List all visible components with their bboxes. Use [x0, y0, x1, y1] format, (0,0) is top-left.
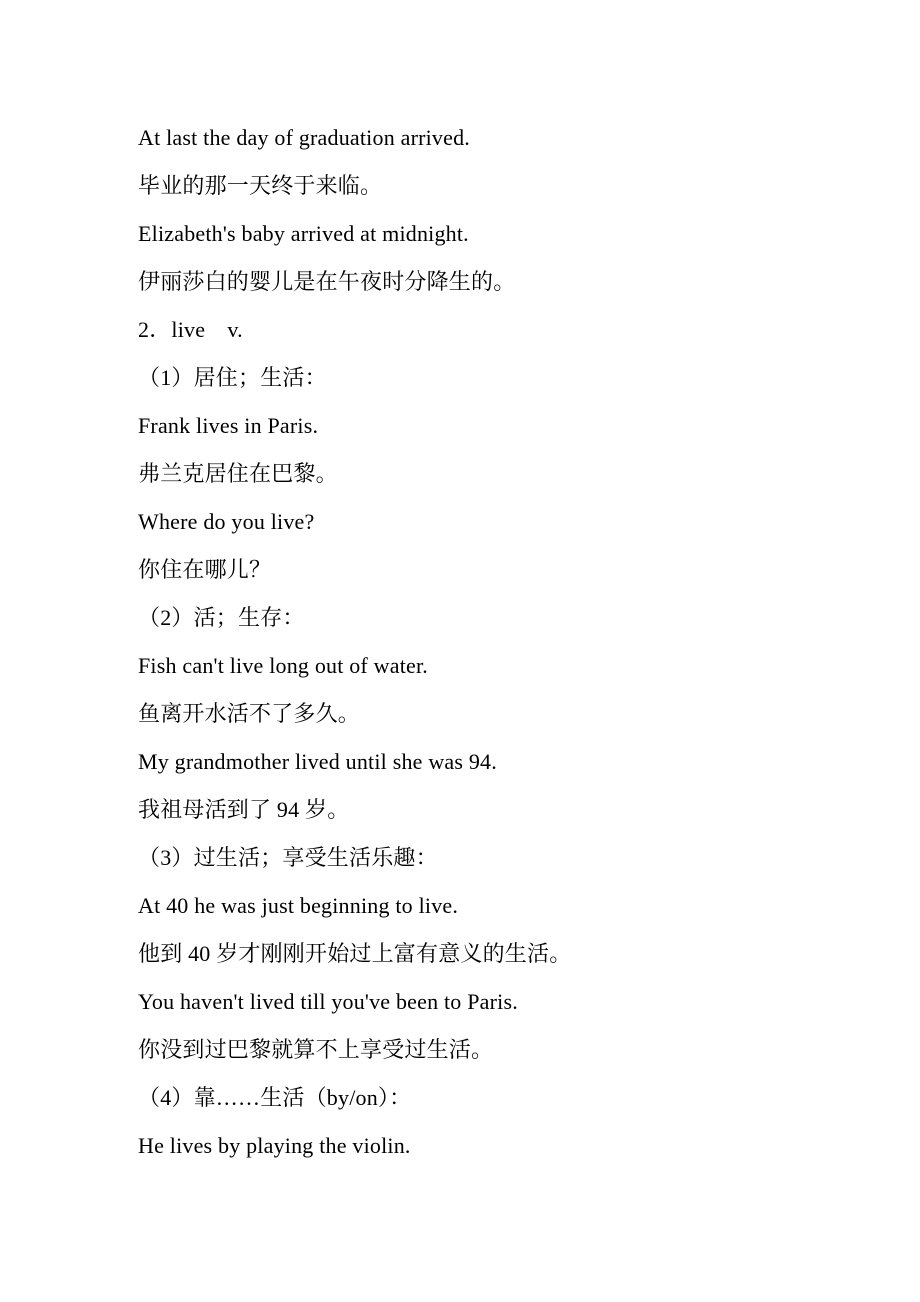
example-sentence-en: You haven't lived till you've been to Paris. — [138, 989, 518, 1014]
example-sentence-en: He lives by playing the violin. — [138, 1133, 411, 1158]
translation-zh: 毕业的那一天终于来临。 — [138, 173, 383, 198]
translation-zh: 你住在哪儿？ — [138, 557, 272, 582]
example-sentence-en: Frank lives in Paris. — [138, 413, 319, 438]
translation-zh: 弗兰克居住在巴黎。 — [138, 461, 338, 486]
translation-zh: 你没到过巴黎就算不上享受过生活。 — [138, 1037, 494, 1062]
translation-zh: 伊丽莎白的婴儿是在午夜时分降生的。 — [138, 269, 516, 294]
translation-zh: 我祖母活到了 94 岁。 — [138, 797, 350, 822]
example-sentence-en: Elizabeth's baby arrived at midnight. — [138, 221, 469, 246]
example-sentence-en: At last the day of graduation arrived. — [138, 125, 470, 150]
example-sentence-en: My grandmother lived until she was 94. — [138, 749, 497, 774]
sense-heading: （4）靠……生活（by/on）： — [138, 1085, 412, 1110]
sense-heading: （3）过生活；享受生活乐趣： — [138, 845, 438, 870]
word-entry-heading: 2．live v. — [138, 317, 243, 342]
example-sentence-en: Where do you live? — [138, 509, 315, 534]
sense-heading: （2）活；生存： — [138, 605, 305, 630]
sense-heading: （1）居住；生活： — [138, 365, 327, 390]
example-sentence-en: Fish can't live long out of water. — [138, 653, 428, 678]
translation-zh: 鱼离开水活不了多久。 — [138, 701, 361, 726]
translation-zh: 他到 40 岁才刚刚开始过上富有意义的生活。 — [138, 941, 572, 966]
example-sentence-en: At 40 he was just beginning to live. — [138, 893, 459, 918]
